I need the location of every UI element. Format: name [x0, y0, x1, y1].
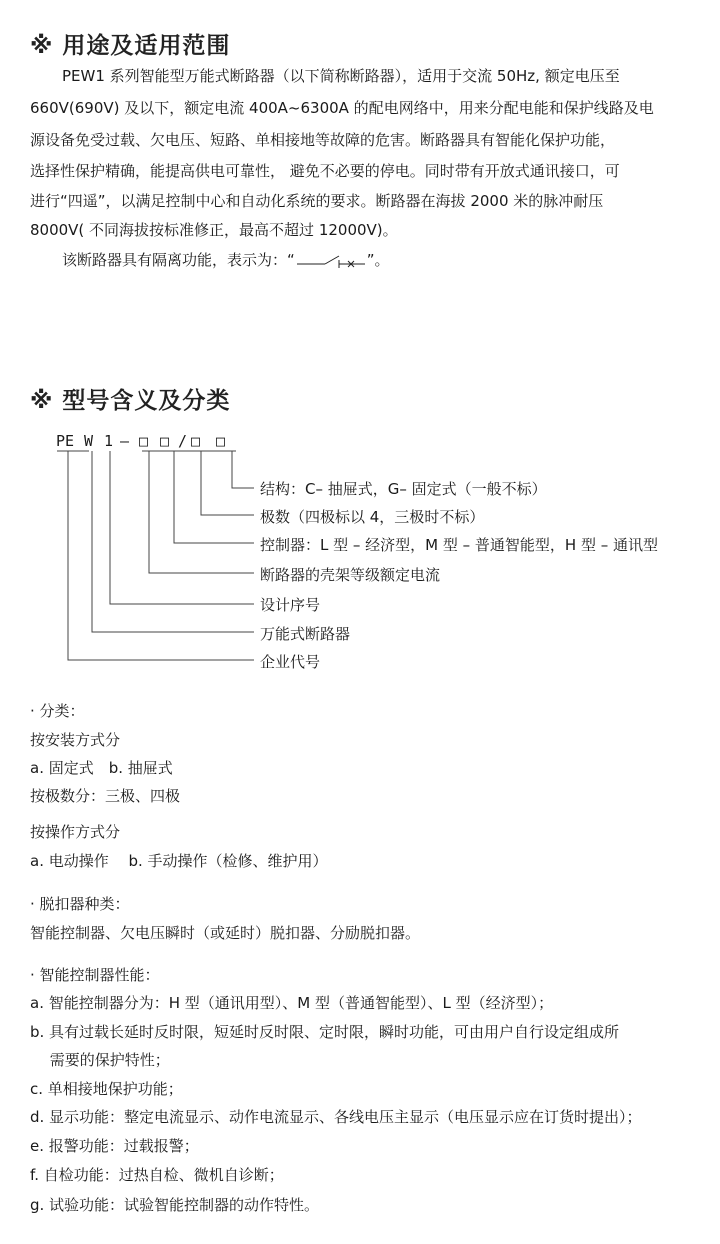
classification-line-5: a. 电动操作 b. 手动操作（检修、维护用）	[30, 852, 328, 870]
release-heading: · 脱扣器种类：	[30, 895, 130, 913]
isolation-suffix: ”。	[366, 251, 390, 269]
controller-line-f: f. 自检功能：过热自检、微机自诊断；	[30, 1166, 284, 1184]
classification-line-3: 按极数分：三极、四极	[30, 787, 181, 805]
isolation-prefix: 该断路器具有隔离功能，表示为：“	[62, 251, 295, 269]
code-part-box-1: □	[139, 432, 149, 450]
controller-line-a: a. 智能控制器分为：H 型（通讯用型）、M 型（普通智能型）、L 型（经济型）；	[30, 994, 554, 1012]
code-part-slash: /	[178, 432, 188, 450]
model-label-company-code: 企业代号	[260, 653, 321, 671]
code-part-1: 1	[104, 432, 114, 450]
controller-line-e: e. 报警功能：过载报警；	[30, 1137, 199, 1155]
controller-line-d: d. 显示功能：整定电流显示、动作电流显示、各线电压主显示（电压显示应在订货时提出）；	[30, 1108, 642, 1126]
section-title-model: ※ 型号含义及分类	[30, 388, 231, 414]
section-title-usage: ※ 用途及适用范围	[30, 33, 231, 59]
usage-line-5: 进行“四遥”，以满足控制中心和自动化系统的要求。断路器在海拔 2000 米的脉冲耐压	[30, 192, 604, 210]
code-part-w: W	[84, 432, 94, 450]
classification-heading: · 分类：	[30, 702, 85, 720]
controller-line-g: g. 试验功能：试验智能控制器的动作特性。	[30, 1196, 320, 1214]
classification-line-1: 按安装方式分	[30, 731, 121, 749]
controller-heading: · 智能控制器性能：	[30, 966, 160, 984]
model-label-type: 万能式断路器	[260, 625, 351, 643]
model-label-structure: 结构：C– 抽屉式，G– 固定式（一般不标）	[260, 480, 547, 498]
code-part-box-2: □	[160, 432, 170, 450]
usage-line-4: 选择性保护精确，能提高供电可靠性， 避免不必要的停电。同时带有开放式通讯接口，可	[30, 162, 620, 180]
release-line: 智能控制器、欠电压瞬时（或延时）脱扣器、分励脱扣器。	[30, 924, 421, 942]
classification-line-4: 按操作方式分	[30, 823, 121, 841]
model-label-poles: 极数（四极标以 4，三极时不标）	[260, 508, 485, 526]
controller-line-c: c. 单相接地保护功能；	[30, 1080, 183, 1098]
code-part-pe: PE	[56, 432, 75, 450]
usage-line-6: 8000V( 不同海拔按标准修正，最高不超过 12000V)。	[30, 221, 398, 239]
code-part-dash: –	[120, 432, 130, 450]
model-label-controller: 控制器：L 型 – 经济型，M 型 – 普通智能型，H 型 – 通讯型	[260, 536, 658, 554]
model-label-frame-current: 断路器的壳架等级额定电流	[260, 566, 441, 584]
code-part-box-3: □	[191, 432, 201, 450]
usage-line-3: 源设备免受过载、欠电压、短路、单相接地等故障的危害。断路器具有智能化保护功能，	[30, 131, 616, 149]
controller-line-b: b. 具有过载长延时反时限，短延时反时限、定时限，瞬时功能，可由用户自行设定组成所	[30, 1023, 620, 1041]
usage-line-1: PEW1 系列智能型万能式断路器（以下简称断路器），适用于交流 50Hz, 额定电压至	[62, 67, 620, 85]
usage-line-2: 660V(690V) 及以下，额定电流 400A~6300A 的配电网络中，用来分配电能和保护线路及电	[30, 99, 654, 117]
controller-line-b-cont: 需要的保护特性；	[30, 1051, 170, 1069]
code-part-box-4: □	[216, 432, 226, 450]
classification-line-2: a. 固定式 b. 抽屉式	[30, 759, 173, 777]
model-label-design-no: 设计序号	[260, 596, 321, 614]
